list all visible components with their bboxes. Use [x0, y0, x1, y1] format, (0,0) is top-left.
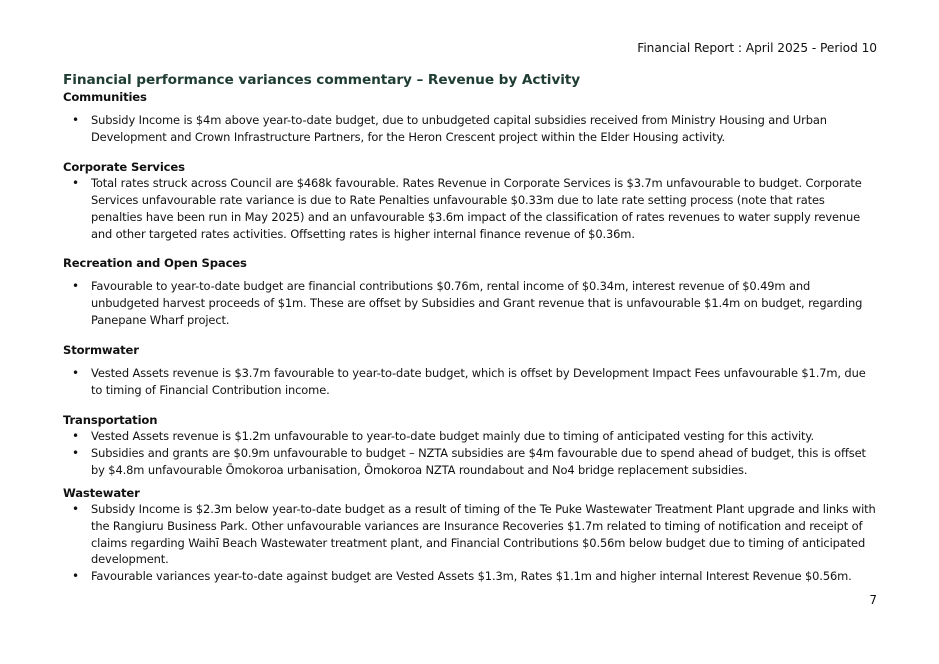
- list-item: • Subsidies and grants are $0.9m unfavourable to budget – NZTA subsidies are $4m favourable due to spend ahead of budget, this is offset by $4.8m unfavourable Ōmokoroa urbanisation, Ōmokoroa NZTA roundabout and No4 bridge replacement subsidies.: [63, 445, 878, 479]
- list-item: • Vested Assets revenue is $3.7m favourable to year-to-date budget, which is offset by Development Impact Fees unfavourable $1.7m, due to timing of Financial Contribution income.: [63, 365, 878, 399]
- section-heading-wastewater: Wastewater: [63, 485, 140, 500]
- page-number: 7: [869, 593, 877, 607]
- section-heading-corporate-services: Corporate Services: [63, 159, 185, 174]
- list-item: • Vested Assets revenue is $1.2m unfavourable to year-to-date budget mainly due to timing of anticipated vesting for this activity.: [63, 428, 878, 445]
- list-item: • Subsidy Income is $4m above year-to-date budget, due to unbudgeted capital subsidies received from Ministry Housing and Urban Development and Crown Infrastructure Partners, for the Heron Crescent project within the Elder Housing activity.: [63, 112, 878, 146]
- section-heading-transportation: Transportation: [63, 412, 158, 427]
- corporate-services-list: [63, 175, 878, 243]
- recreation-list: [63, 278, 878, 329]
- section-heading-stormwater: Stormwater: [63, 343, 139, 358]
- list-item: • Favourable variances year-to-date against budget are Vested Assets $1.3m, Rates $1.1m and higher internal Interest Revenue $0.56m.: [63, 568, 878, 585]
- communities-list: [63, 112, 878, 146]
- report-header: Financial Report : April 2025 - Period 10: [637, 41, 877, 55]
- list-item: • Total rates struck across Council are $468k favourable. Rates Revenue in Corporate Services is $3.7m unfavourable to budget. Corporate Services unfavourable rate variance is due to Rate Penalties unfavourable $0.33m due to late rate setting process (note that rates penalties have been run in May 2025) and an unfavourable $3.6m impact of the classification of rates revenues to water supply revenue and other targeted rates activities. Offsetting rates is higher internal finance revenue of $0.36m.: [63, 175, 878, 243]
- transportation-list: [63, 428, 878, 479]
- report-content: [63, 71, 878, 585]
- list-item: • Favourable to year-to-date budget are financial contributions $0.76m, rental income of $0.34m, interest revenue of $0.49m and unbudgeted harvest proceeds of $1m. These are offset by Subsidies and Grant revenue that is unfavourable $1.4m on budget, regarding Panepane Wharf project.: [63, 278, 878, 329]
- page-title: Financial performance variances commentary – Revenue by Activity: [63, 72, 581, 88]
- section-heading-communities: Communities: [63, 90, 147, 104]
- stormwater-list: [63, 365, 878, 399]
- wastewater-list: [63, 501, 878, 586]
- list-item: • Subsidy Income is $2.3m below year-to-date budget as a result of timing of the Te Puke Wastewater Treatment Plant upgrade and links with the Rangiuru Business Park. Other unfavourable variances are Insurance Recoveries $1.7m related to timing of notification and receipt of claims regarding Waihī Beach Wastewater treatment plant, and Financial Contributions $0.56m below budget due to timing of anticipated development.: [63, 501, 878, 569]
- section-heading-recreation: Recreation and Open Spaces: [63, 256, 247, 271]
